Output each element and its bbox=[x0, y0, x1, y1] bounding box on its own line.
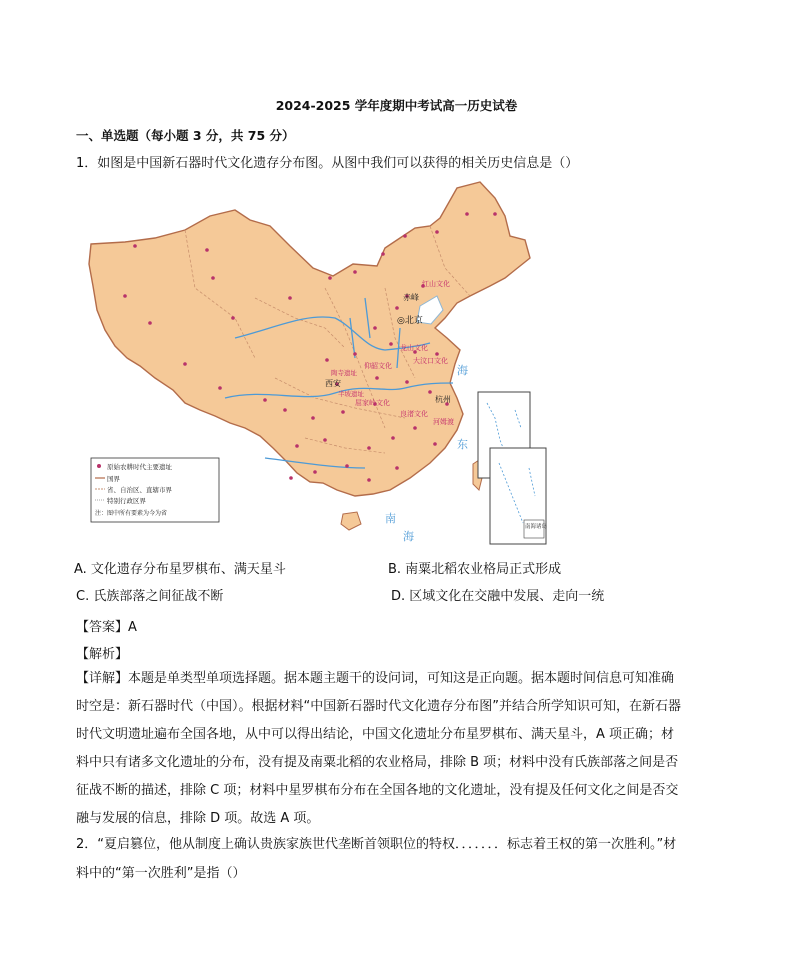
question-1-stem: 1．如图是中国新石器时代文化遗存分布图。从图中我们可以获得的相关历史信息是（） bbox=[76, 156, 579, 171]
question-2-stem: 2．“夏启篡位，他从制度上确认贵族家族世代垄断首领职位的特权．．．．．．．标志着王权的第一次胜利。”材料中的“第一次胜利”是指（） bbox=[76, 837, 677, 881]
legend-item-national-border: 国界 bbox=[107, 475, 120, 483]
option-b: B. 南粟北稻农业格局正式形成 bbox=[388, 562, 562, 577]
map-label-dawenkou: 大汶口文化 bbox=[413, 357, 448, 365]
map-label-yangshao: 仰韶文化 bbox=[364, 362, 392, 370]
legend-item-sar-border: 特别行政区界 bbox=[107, 497, 146, 505]
section-heading: 一、单选题（每小题 3 分，共 75 分） bbox=[76, 128, 295, 143]
map-label-sea-2: 海 bbox=[403, 530, 414, 543]
map-label-chifeng: 赤峰 bbox=[403, 293, 419, 302]
page-title: 2024-2025 学年度期中考试高一历史试卷 bbox=[275, 98, 518, 113]
legend-item-sites: 原始农耕时代主要遗址 bbox=[107, 463, 172, 471]
map-label-longshan: 龙山文化 bbox=[400, 344, 428, 352]
map-label-xian: 西安 bbox=[325, 379, 341, 388]
map-label-beijing: ◎北京 bbox=[397, 316, 423, 326]
option-d: D. 区域文化在交融中发展、走向一统 bbox=[391, 589, 605, 604]
option-a: A. 文化遗存分布星罗棋布、满天星斗 bbox=[74, 562, 286, 577]
neolithic-culture-map bbox=[85, 178, 550, 550]
map-label-qujialing: 屈家岭文化 bbox=[355, 399, 390, 407]
map-label-liangzhu: 良渚文化 bbox=[400, 410, 428, 418]
option-c: C. 氏族部落之间征战不断 bbox=[76, 589, 224, 604]
analysis-text: 【详解】本题是单类型单项选择题。据本题主题干的设问词，可知这是正向题。据本题时间信息可知准确时空是：新石器时代（中国）。根据材料“中国新石器时代文化遗存分布图”并结合所学知识可知，在新石器时代文明遗址遍布全国各地，从中可以得出结论，中国文化遗址分布星罗棋布、满天星斗，A 项正确；材料中只有诸多文化遗址的分布，没有提及南粟北稻的农业格局，排除 B 项；材料中没有氏族部落之间是否征战不断的描述，排除 C 项；材料中星罗棋布分布在全国各地的文化遗址，没有提及任何文化之间是否交融与发展的信息，排除 D 项。故选 A 项。 bbox=[76, 671, 681, 826]
map-label-hemudu: 河姆渡 bbox=[433, 418, 454, 426]
legend-item-province-border: 省、自治区、直辖市界 bbox=[107, 486, 172, 494]
map-label-hangzhou: 杭州 bbox=[435, 395, 451, 404]
map-label-banpo: 半坡遗址 bbox=[338, 390, 364, 398]
legend-site-symbol bbox=[97, 464, 101, 468]
map-label-south: 南 bbox=[385, 512, 396, 525]
map-label-sea: 海 bbox=[457, 364, 468, 377]
answer-label: 【答案】A bbox=[76, 620, 137, 635]
legend-note: 注：图中所有要素为今为省 bbox=[95, 510, 168, 517]
map-label-taosi: 陶寺遗址 bbox=[331, 369, 357, 377]
south-china-sea-inset-2 bbox=[490, 448, 548, 544]
hainan-island bbox=[341, 512, 361, 530]
map-label-east: 东 bbox=[457, 438, 468, 451]
map-label-hongshan: 红山文化 bbox=[422, 280, 450, 288]
map-legend bbox=[91, 458, 219, 522]
analysis-heading: 【解析】 bbox=[76, 647, 129, 662]
inset-2-label: 南海诸岛 bbox=[525, 524, 548, 530]
